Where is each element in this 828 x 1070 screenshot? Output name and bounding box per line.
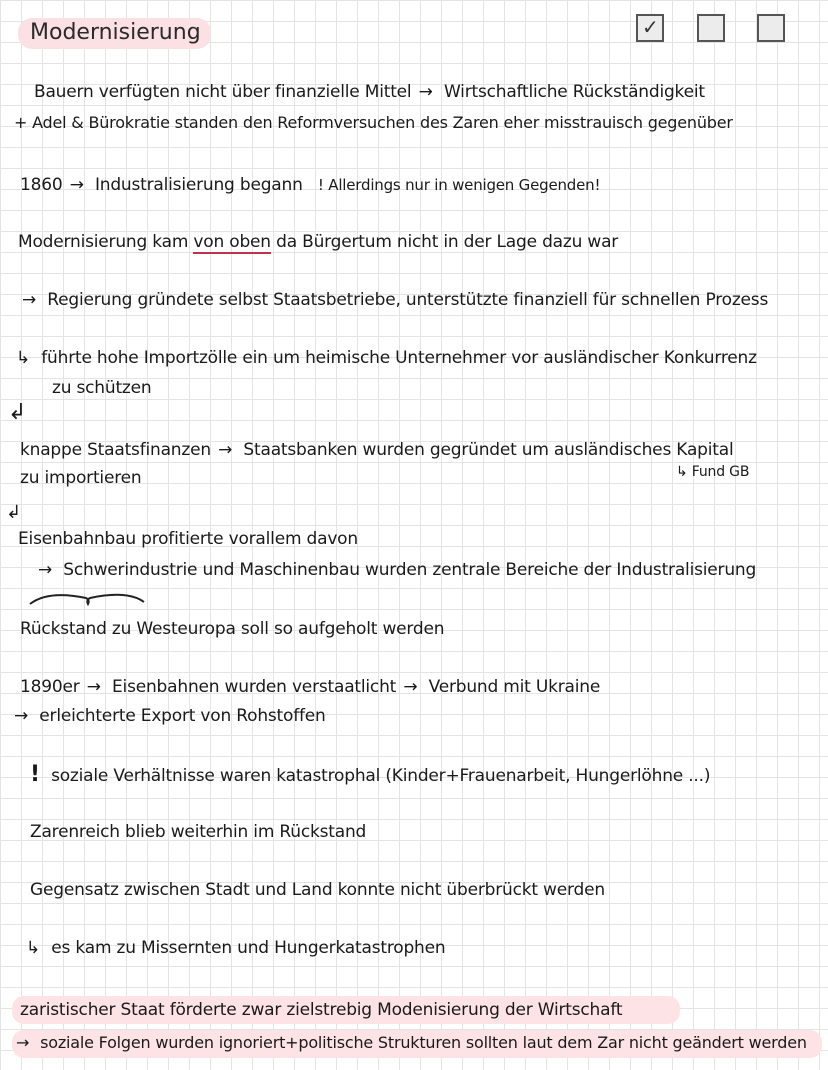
arrow-icon: → [418, 82, 433, 102]
note-text: Fund GB [691, 464, 750, 480]
arrow-icon: → [86, 677, 101, 697]
note-text: ! Allerdings nur in wenigen Gegenden! [317, 176, 601, 194]
curve-arrow-icon: ↲ [6, 502, 21, 523]
note-line [676, 464, 749, 480]
note-line [12, 706, 326, 726]
arrow-icon: → [69, 175, 84, 195]
arrow-icon: → [403, 677, 418, 697]
note-text: Verbund mit Ukraine [428, 677, 601, 697]
note-line: + Adel & Bürokratie standen den Reformversuchen des Zaren eher misstrauisch gegenüber [14, 113, 733, 132]
arrow-icon: → [218, 440, 233, 460]
note-line: zu schützen [52, 378, 152, 398]
checkbox-3[interactable] [757, 14, 785, 42]
note-line [20, 290, 768, 310]
return-arrow-icon: ↳ [16, 348, 31, 368]
note-line [20, 175, 600, 195]
note-text: 1860 [20, 175, 63, 195]
note-line [34, 82, 705, 102]
note-line [14, 1033, 807, 1052]
note-text: knappe Staatsfinanzen [20, 440, 211, 460]
underlined-text: von oben [193, 232, 271, 252]
note-text: Regierung gründete selbst Staatsbetriebe, unterstützte finanziell für schnellen Prozess [47, 290, 769, 310]
checkbox-1[interactable] [636, 14, 664, 42]
curve-arrow-icon: ↲ [8, 400, 27, 425]
arrow-icon: → [22, 290, 37, 310]
note-text: Industralisierung begann [94, 175, 303, 195]
note-text: Schwerindustrie und Maschinenbau wurden zentrale Bereiche der Industralisierung [63, 560, 757, 580]
note-text: 1890er [20, 677, 80, 697]
note-line [24, 938, 445, 958]
brace-icon [28, 586, 148, 608]
note-text: führte hohe Importzölle ein um heimische Unternehmer vor ausländischer Konkurrenz [41, 348, 757, 368]
note-line: Rückstand zu Westeuropa soll so aufgeholt werden [20, 619, 445, 639]
note-line [18, 232, 618, 252]
note-text: da Bürgertum nicht in der Lage dazu war [276, 232, 619, 252]
warning-icon: ! [30, 762, 40, 787]
checkbox-2[interactable] [697, 14, 725, 42]
note-text: erleichterte Export von Rohstoffen [39, 706, 326, 726]
note-text: soziale Verhältnisse waren katastrophal (Kinder+Frauenarbeit, Hungerlöhne ...) [51, 766, 711, 786]
checkmark-icon: ✓ [642, 15, 659, 39]
note-text: Bauern verfügten nicht über finanzielle Mittel [34, 82, 412, 102]
note-text: Staatsbanken wurden gegründet um ausländisches Kapital [243, 440, 734, 460]
note-text: Wirtschaftliche Rückständigkeit [443, 82, 705, 102]
note-line [20, 677, 600, 697]
note-text: Modernisierung kam [18, 232, 189, 252]
note-line: zaristischer Staat förderte zwar zielstrebig Modenisierung der Wirtschaft [20, 1000, 623, 1020]
return-arrow-icon: ↳ [676, 464, 688, 480]
note-line: zu importieren [20, 468, 142, 488]
return-arrow-icon: ↳ [26, 938, 41, 958]
note-line [14, 348, 757, 368]
arrow-icon: → [16, 1033, 30, 1052]
note-line: Gegensatz zwischen Stadt und Land konnte nicht überbrückt werden [30, 880, 605, 900]
note-line: Eisenbahnbau profitierte vorallem davon [18, 529, 358, 549]
note-text: Eisenbahnen wurden verstaatlicht [112, 677, 397, 697]
arrow-icon: → [38, 560, 53, 580]
note-line [36, 560, 756, 580]
note-line [30, 762, 710, 787]
note-line: Zarenreich blieb weiterhin im Rückstand [30, 822, 367, 842]
note-line [20, 440, 734, 460]
page-title: Modernisierung [18, 18, 211, 49]
note-text: soziale Folgen wurden ignoriert+politische Strukturen sollten laut dem Zar nicht geändert werden [40, 1033, 807, 1052]
note-text: es kam zu Missernten und Hungerkatastrophen [51, 938, 446, 958]
arrow-icon: → [14, 706, 29, 726]
